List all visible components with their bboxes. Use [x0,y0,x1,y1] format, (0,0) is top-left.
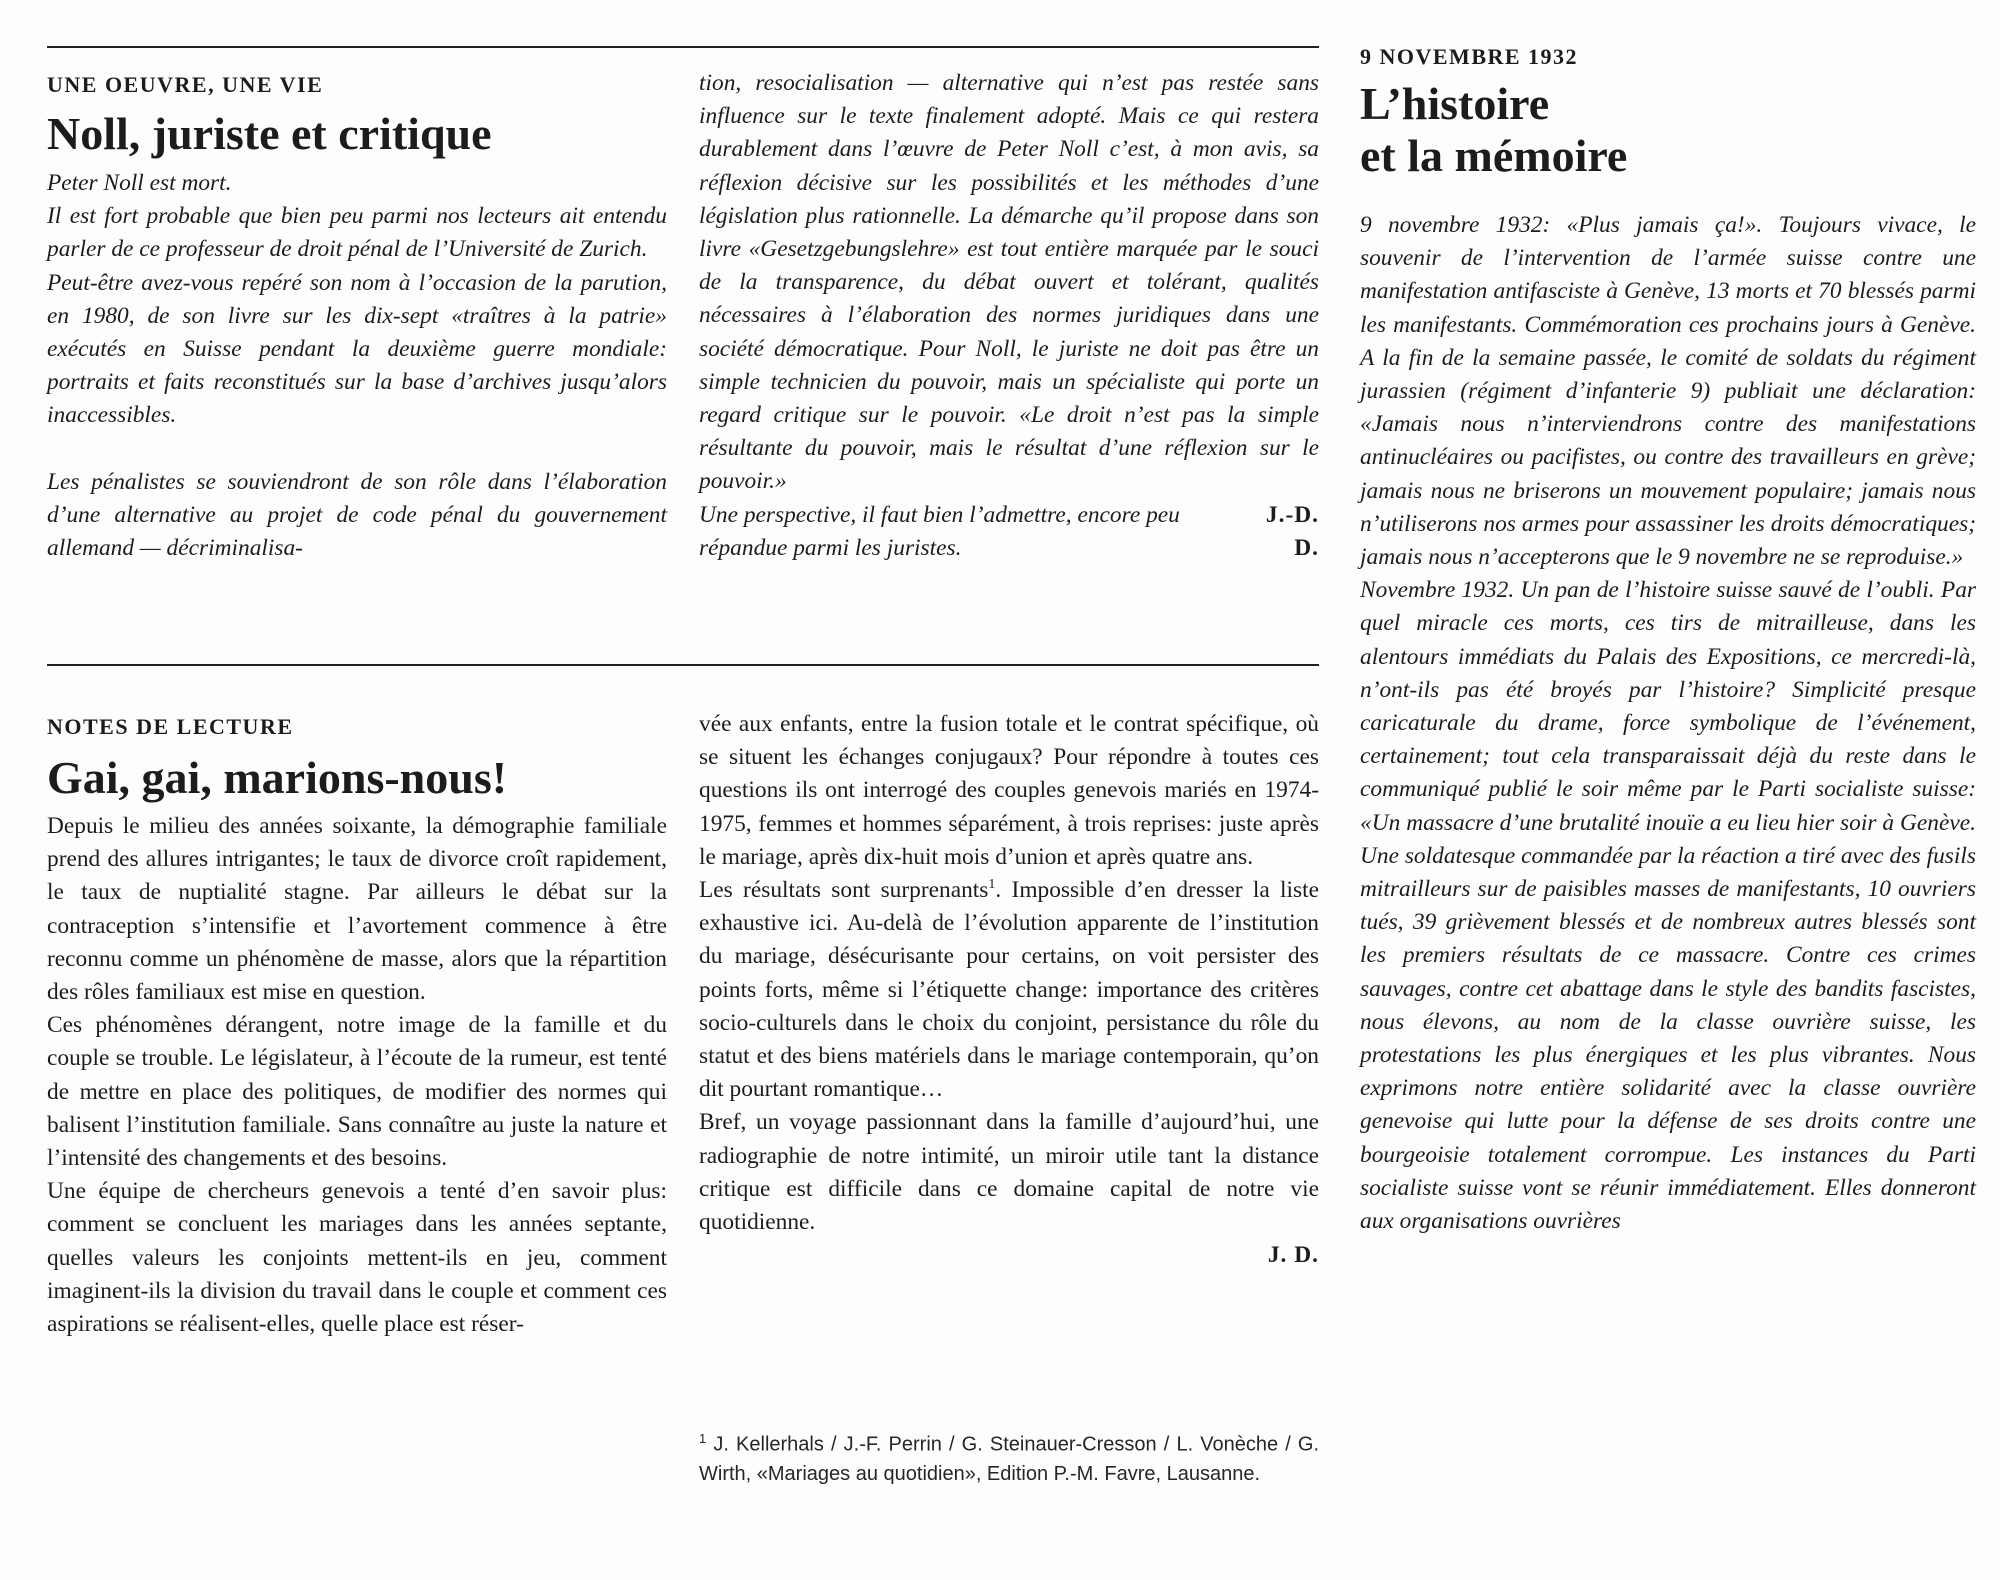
article3-body [1360,209,1976,1238]
article1-col2 [699,67,1319,565]
article1-col1 [47,167,667,565]
article2-p4: vée aux enfants, entre la fusion totale et le contrat spécifique, où se situent les échanges conjugaux? Pour répondre à toutes ces questions ils ont interrogé des couples genevois mariés en 1974-1975, femmes et hommes séparément, à trois reprises: juste après le mariage, après dix-huit mois d’union et après quatre ans. [699,711,1319,870]
article3-headline-line1: L’histoire [1360,78,1550,129]
article2-p2: Ces phénomènes dérangent, notre image de la famille et du couple se trouble. Le législateur, à l’écoute de la rumeur, est tenté de mettre en place des politiques, de modifier des normes qui balisent l’institution familiale. Sans connaître au juste la nature et l’intensité des changements et des besoins. [47,1012,667,1172]
article1-kicker: UNE OEUVRE, UNE VIE [47,72,324,97]
middle-rule [47,664,1319,666]
article2-p6: Bref, un voyage passionnant dans la famille d’aujourd’hui, une radiographie de notre intimité, un miroir utile tant la distance critique est difficile dans ce domaine capital de notre vie quotidienne. [699,1109,1319,1236]
article2-signature: J. D. [1267,1242,1319,1269]
article1-p2: Il est fort probable que bien peu parmi nos lecteurs ait entendu parler de ce professeur de droit pénal de l’Université de Zurich. [47,203,667,263]
article3-headline [1360,78,1627,181]
article1-headline: Noll, juriste et critique [47,108,492,159]
article2-p5: Les résultats sont surprenants$^1$. Impossible d’en dresser la liste exhaustive ici. Au-delà de l’évolution apparente de l’institution du mariage, désécurisante pour certains, on voit persister des points forts, même si l’étiquette change: importance des critères socio-culturels dans le choix du conjoint, persistance du rôle du statut et des biens matériels dans le mariage contemporain, qu’on dit pourtant romantique… [699,877,1319,1103]
article2-col1 [47,810,667,1341]
footnote-number: 1 [699,1431,707,1446]
article1-signature: J.-D. D. [1265,501,1319,561]
article2-headline: Gai, gai, marions-nous! [47,752,508,803]
footnote-marker: 1 [988,877,996,893]
article2-p1: Depuis le milieu des années soixante, la démographie familiale prend des allures intrigantes; le taux de divorce croît rapidement, le taux de nuptialité stagne. Par ailleurs le débat sur la contraception s’intensifie et l’avortement commence à être reconnu comme un phénomène de masse, alors que la répartition des rôles familiaux est mise en question. [47,813,667,1006]
article1-p4: Les pénalistes se souviendront de son rôle dans l’élaboration d’une alternative au projet de code pénal du gouvernement allemand — décriminalisa- [47,468,667,562]
article2-kicker: NOTES DE LECTURE [47,714,294,739]
article2-col2 [699,708,1319,1272]
article2-footnote [699,1424,1319,1489]
article2-p3: Une équipe de chercheurs genevois a tenté d’en savoir plus: comment se concluent les mariages dans les années septante, quelles valeurs les conjoints mettent-ils en jeu, comment imaginent-ils la division du travail dans le couple et comment ces aspirations se réalisent-elles, quelle place est réser- [47,1178,667,1338]
article1-p3: Peut-être avez-vous repéré son nom à l’occasion de la parution, en 1980, de son livre sur les dix-sept «traîtres à la patrie» exécutés en Suisse pendant la deuxième guerre mondiale: portraits et faits reconstitués sur la base d’archives jusqu’alors inaccessibles. [47,269,667,429]
article2-p5-start: Les résultats sont surprenants [699,877,989,904]
footnote-text: J. Kellerhals / J.-F. Perrin / G. Steinauer-Cresson / L. Vonèche / G. Wirth, «Mariages au quotidien», Edition P.-M. Favre, Lausanne. [699,1433,1319,1485]
article3-kicker: 9 NOVEMBRE 1932 [1360,44,1579,69]
article3-p2: Novembre 1932. Un pan de l’histoire suisse sauvé de l’oubli. Par quel miracle ces morts, ces tirs de mitrailleuse, dans les alentours immédiats du Palais des Expositions, ce mercredi-là, n’ont-ils pas été broyés par l’histoire? Simplicité presque caricaturale du drame, force symbolique de l’événement, certainement; tout cela transparaissait déjà du reste dans le communiqué publié le soir même par le Parti socialiste suisse: «Un massacre d’une brutalité inouïe a eu lieu hier soir à Genève. Une soldatesque commandée par la réaction a tiré avec des fusils mitrailleurs sur de paisibles masses de manifestants, 10 ouvriers tués, 39 grièvement blessés et de nombreux autres blessés sont les premiers résultats de ce massacre. Contre ces crimes sauvages, contre cet abattage dans le style des bandits fascistes, nous élevons, au nom de la classe ouvrière suisse, les protestations les plus énergiques et les plus vibrantes. Nous exprimons notre entière solidarité avec la classe ouvrière genevoise qui lutte pour la défense de ses droits contre une bourgeoisie totalement corrompue. Les instances du Parti socialiste suisse vont se réunir immédiatement. Elles donneront aux organisations ouvrières [1360,577,1976,1235]
article1-p6: Une perspective, il faut bien l’admettre, encore peu répandue parmi les juristes. [699,501,1180,561]
article3-headline-line2: et la mémoire [1360,129,1628,181]
article3-p1: 9 novembre 1932: «Plus jamais ça!». Toujours vivace, le souvenir de l’intervention de l’armée suisse contre une manifestation antifasciste à Genève, 13 morts et 70 blessés parmi les manifestants. Commémoration ces prochains jours à Genève. A la fin de la semaine passée, le comité de soldats du régiment jurassien (régiment d’infanterie 9) publiait une déclaration: «Jamais nous n’interviendrons contre des manifestations antinucléaires ou pacifistes, ou contre des travailleurs en grève; jamais nous ne briserons un mouvement populaire; jamais nous n’utiliserons nos armes pour assassiner les droits démocratiques; jamais nous n’accepterons que le 9 novembre ne se reproduise.» [1360,212,1976,571]
article1-p1: Peter Noll est mort. [47,170,232,196]
article1-p5: tion, resocialisation — alternative qui n’est pas restée sans influence sur le texte finalement adopté. Mais ce qui restera durablement dans l’œuvre de Peter Noll c’est, à mon avis, sa réflexion décisive sur les possibilités et les méthodes d’une législation plus rationnelle. La démarche qu’il propose dans son livre «Gesetzgebungslehre» est tout entière marquée par le souci de la transparence, du débat ouvert et tolérant, qualités nécessaires à l’élaboration des normes juridiques dans une société démocratique. Pour Noll, le juriste ne doit pas être un simple technicien du pouvoir, mais un spécialiste qui porte un regard critique sur le pouvoir. «Le droit n’est pas la simple résultante du pouvoir, mais le résultat d’une réflexion sur le pouvoir.» [699,70,1319,495]
article2-p5-rest: Impossible d’en dresser la liste exhaustive ici. Au-delà de l’évolution apparente de l’institution du mariage, désécurisante pour certains, on voit persister des points forts, même si l’étiquette change: importance des critères socio-culturels dans le choix du conjoint, persistance du rôle du statut et des biens matériels dans le mariage contemporain, qu’on dit pourtant romantique… [699,877,1319,1103]
top-rule [47,46,1319,48]
